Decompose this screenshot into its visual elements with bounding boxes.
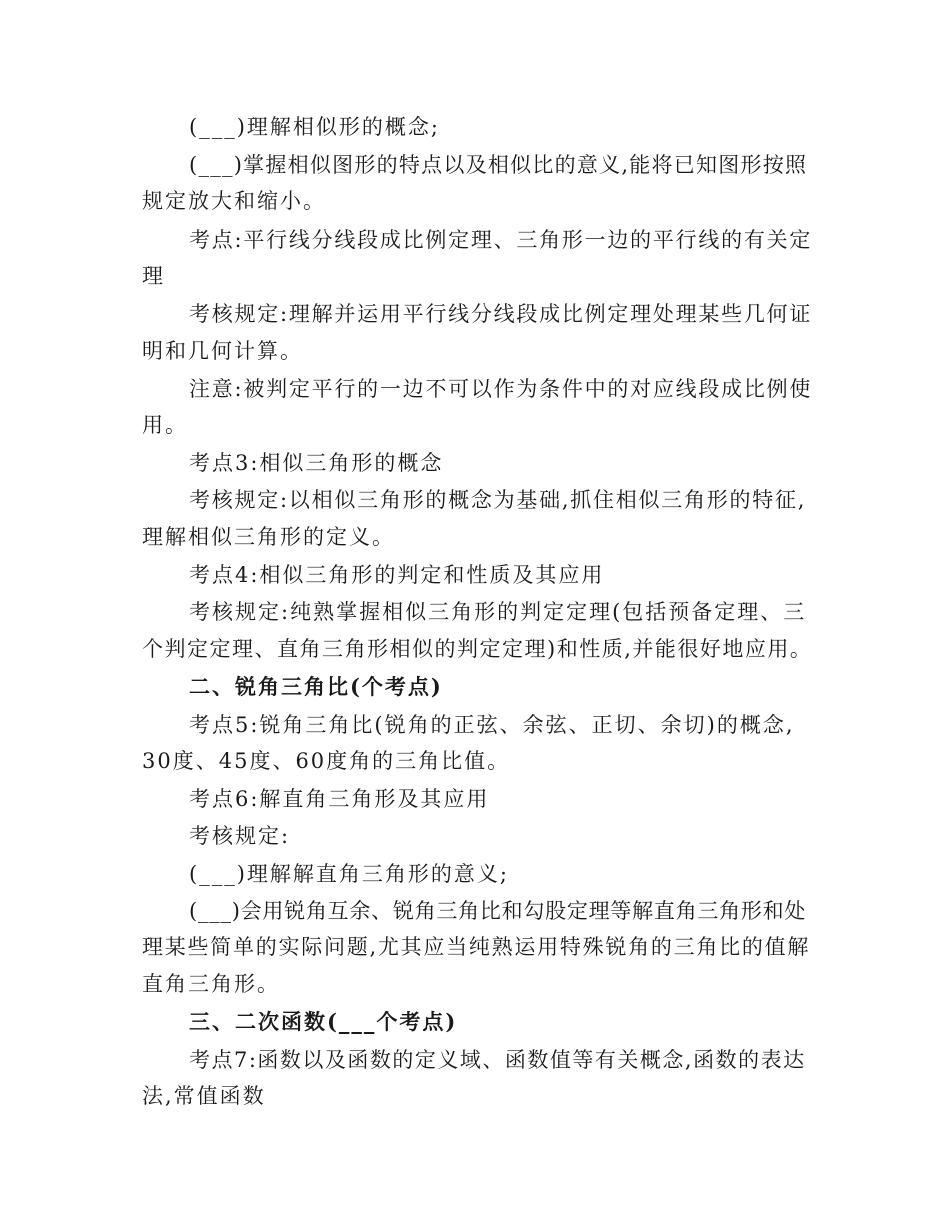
text-line: 理 (142, 264, 165, 288)
text-line: 规定放大和缩小。 (142, 189, 326, 213)
text-line: 考点4:相似三角形的判定和性质及其应用 (189, 563, 605, 587)
text-line: (___)会用锐角互余、锐角三角比和勾股定理等解直角三角形和处 (189, 899, 807, 923)
text-line: 考点5:锐角三角比(锐角的正弦、余弦、正切、余切)的概念, (189, 713, 795, 737)
text-line: 30度、45度、60度角的三角比值。 (142, 749, 511, 773)
text-line: 考核规定:理解并运用平行线分线段成比例定理处理某些几何证 (189, 302, 813, 326)
text-line: 理某些简单的实际问题,尤其应当纯熟运用特殊锐角的三角比的值解 (142, 935, 811, 959)
text-line: 考核规定:纯熟掌握相似三角形的判定定理(包括预备定理、三 (189, 600, 807, 624)
text-line: (___)掌握相似图形的特点以及相似比的意义,能将已知图形按照 (189, 153, 808, 177)
text-line: 法,常值函数 (142, 1084, 266, 1108)
text-line: 用。 (142, 413, 188, 437)
text-line: 明和几何计算。 (142, 339, 303, 363)
text-line: (___)理解解直角三角形的意义; (189, 862, 509, 886)
text-line: 考点7:函数以及函数的定义域、函数值等有关概念,函数的表达 (189, 1048, 806, 1072)
text-line: 注意:被判定平行的一边不可以作为条件中的对应线段成比例使 (189, 377, 813, 401)
text-line: 个判定定理、直角三角形相似的判定定理)和性质,并能很好地应用。 (142, 637, 813, 661)
text-line: 考核规定:以相似三角形的概念为基础,抓住相似三角形的特征, (189, 488, 807, 512)
text-line: 考点6:解直角三角形及其应用 (189, 787, 490, 811)
text-line: 考点3:相似三角形的概念 (189, 451, 444, 475)
section-heading: 二、锐角三角比(个考点) (189, 674, 443, 699)
section-heading: 三、二次函数(___个考点) (189, 1009, 458, 1034)
text-line: (___)理解相似形的概念; (189, 115, 440, 139)
text-line: 考核规定: (189, 824, 291, 848)
text-line: 考点:平行线分线段成比例定理、三角形一边的平行线的有关定 (189, 228, 813, 252)
text-line: 直角三角形。 (142, 972, 280, 996)
text-line: 理解相似三角形的定义。 (142, 525, 395, 549)
